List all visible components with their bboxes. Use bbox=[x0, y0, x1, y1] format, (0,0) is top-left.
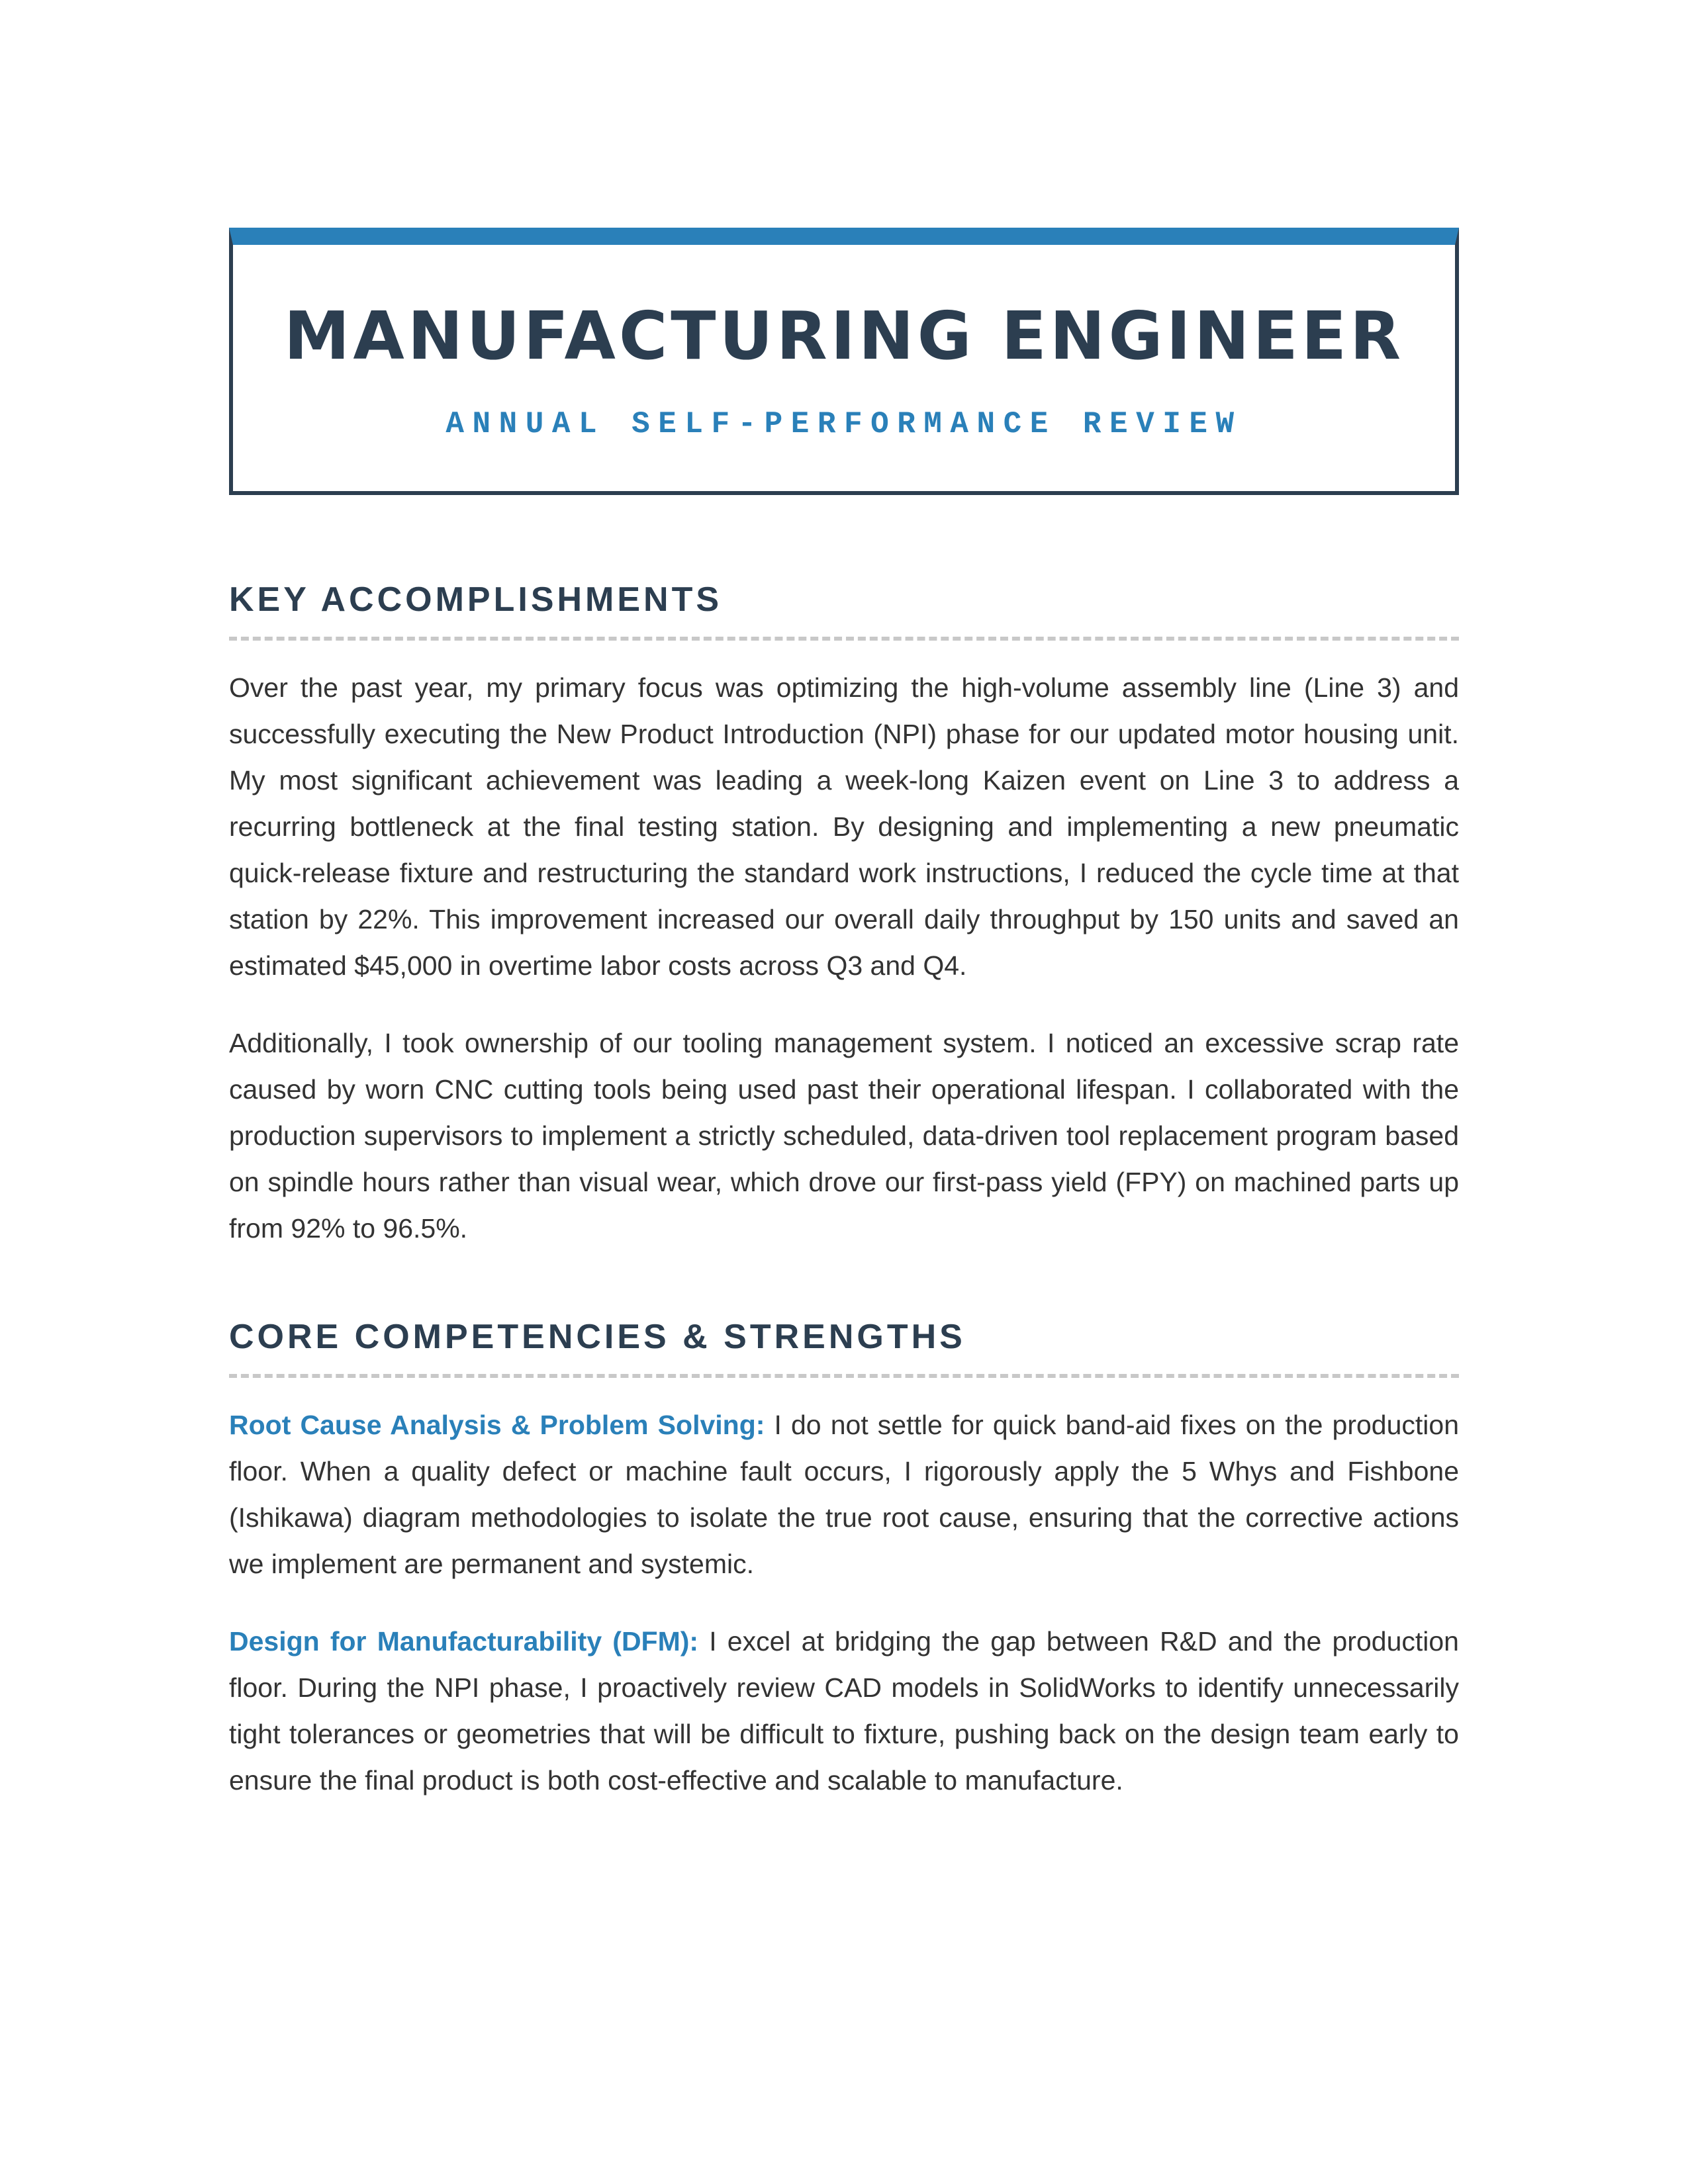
accomplishment-paragraph-2: Additionally, I took ownership of our tooling management system. I noticed an excessive scrap rate caused by worn CNC cutting tools being used past their operational lifespan. I collaborated with the production supervisors to implement a strictly scheduled, data-driven tool replacement program based on spindle hours rather than visual wear, which drove our first-pass yield (FPY) on machined parts up from 92% to 96.5%. bbox=[229, 1028, 1459, 1244]
key-accomplishments-section bbox=[229, 582, 1459, 1251]
competency-item-root-cause bbox=[229, 1402, 1459, 1587]
competency-item-dfm bbox=[229, 1618, 1459, 1803]
competency-title-root-cause: Root Cause Analysis & Problem Solving: bbox=[229, 1410, 765, 1440]
section-heading-accomplishments: KEY ACCOMPLISHMENTS bbox=[229, 582, 1459, 641]
title-banner bbox=[229, 228, 1459, 495]
document-title: MANUFACTURING ENGINEER bbox=[283, 297, 1405, 375]
accomplishment-paragraph-1: Over the past year, my primary focus was optimizing the high-volume assembly line (Line 3) and successfully executing the New Product Introduction (NPI) phase for our updated motor housing unit. My most significant achievement was leading a week-long Kaizen event on Line 3 to address a recurring bottleneck at the final testing station. By designing and implementing a new pneumatic quick-release fixture and restructuring the standard work instructions, I reduced the cycle time at that station by 22%. This improvement increased our overall daily throughput by 150 units and saved an estimated $45,000 in overtime labor costs across Q3 and Q4. bbox=[229, 672, 1459, 981]
core-competencies-section bbox=[229, 1320, 1459, 1803]
document-subtitle: ANNUAL SELF-PERFORMANCE REVIEW bbox=[445, 407, 1243, 441]
competency-text-dfm: I excel at bridging the gap between R&D and the production floor. During the NPI phase, I proactively review CAD models in SolidWorks to identify unnecessarily tight tolerances or geometries that will be difficult to fixture, pushing back on the design team early to ensure the final product is both cost-effective and scalable to manufacture. bbox=[229, 1626, 1459, 1796]
competency-text-root-cause: I do not settle for quick band-aid fixes on the production floor. When a quality defect or machine fault occurs, I rigorously apply the 5 Whys and Fishbone (Ishikawa) diagram methodologies to isolate the true root cause, ensuring that the corrective actions we implement are permanent and systemic. bbox=[229, 1410, 1459, 1579]
competency-title-dfm: Design for Manufacturability (DFM): bbox=[229, 1626, 699, 1657]
section-heading-competencies: CORE COMPETENCIES & STRENGTHS bbox=[229, 1320, 1459, 1378]
